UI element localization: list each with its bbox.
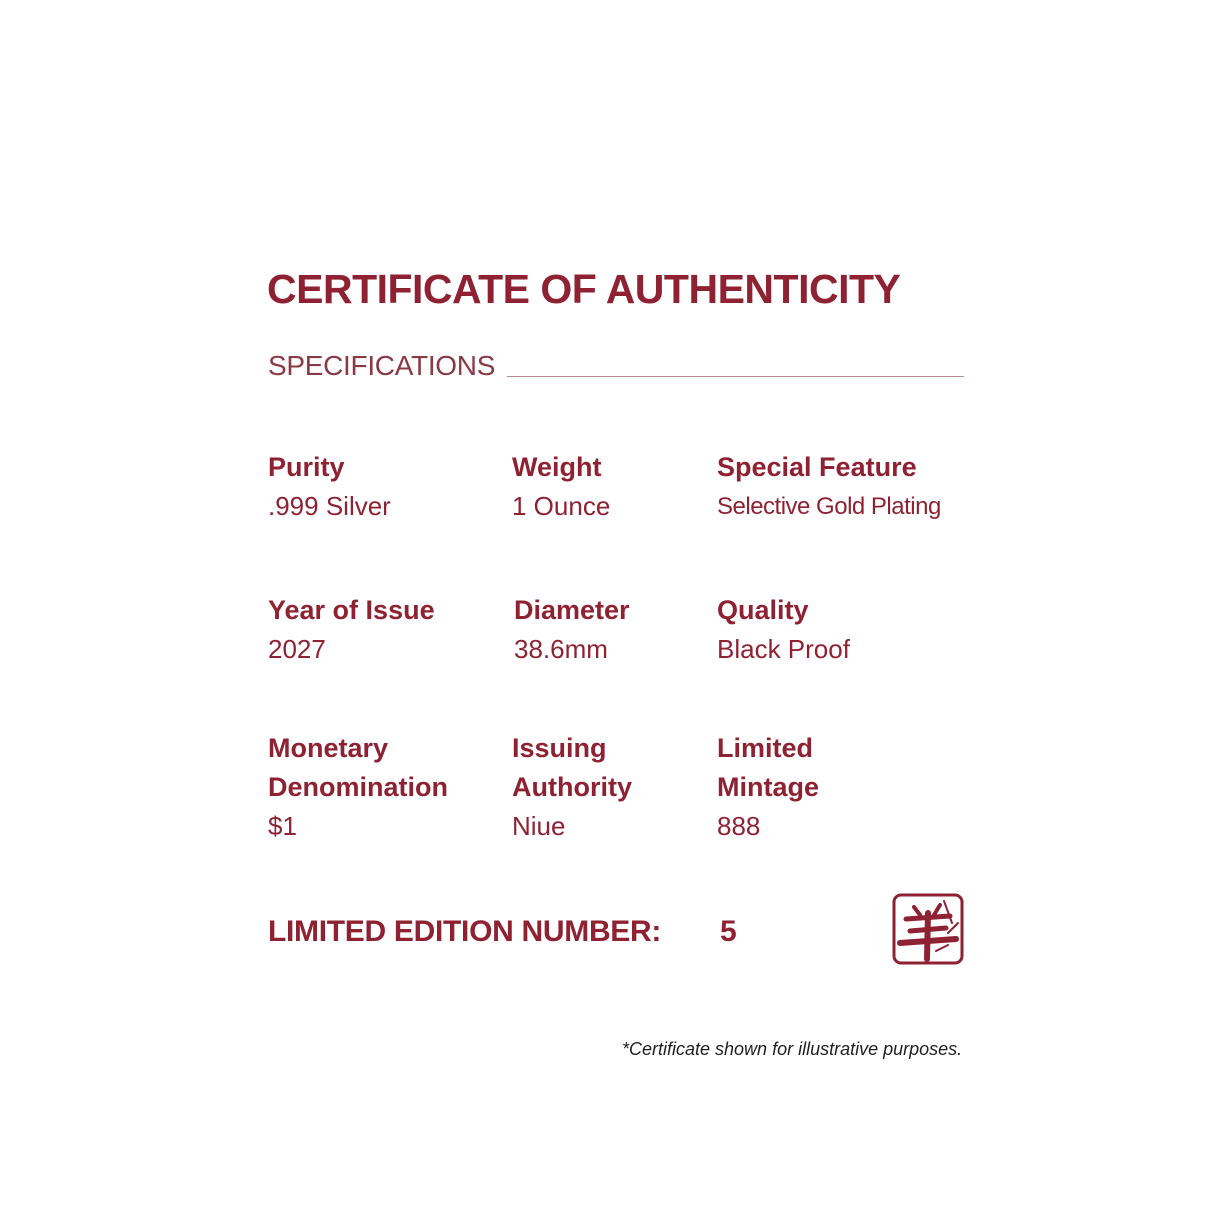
spec-value: $1 xyxy=(268,811,297,841)
spec-label: Diameter xyxy=(514,595,630,625)
seal-stamp-icon xyxy=(892,893,964,965)
specifications-heading: SPECIFICATIONS xyxy=(268,350,496,381)
spec-value: 1 Ounce xyxy=(512,491,611,521)
spec-label-line2: Mintage xyxy=(717,772,820,802)
spec-label-line1: Limited xyxy=(717,733,814,763)
spec-value: 888 xyxy=(717,811,761,841)
illustrative-footnote: *Certificate shown for illustrative purposes. xyxy=(622,1039,963,1059)
spec-value: Selective Gold Plating xyxy=(717,493,941,520)
spec-label: Quality xyxy=(717,595,809,625)
spec-weight xyxy=(512,448,732,526)
spec-diameter xyxy=(514,591,734,669)
spec-year-of-issue xyxy=(268,591,488,669)
spec-label-line1: Issuing xyxy=(512,733,607,763)
spec-label-line1: Monetary xyxy=(268,733,389,763)
spec-value: Niue xyxy=(512,811,566,841)
spec-value: 38.6mm xyxy=(514,634,608,664)
spec-label: Special Feature xyxy=(717,452,917,482)
spec-monetary-denomination xyxy=(268,729,488,846)
spec-limited-mintage xyxy=(717,729,937,846)
spec-issuing-authority xyxy=(512,729,732,846)
spec-value: .999 Silver xyxy=(268,491,391,521)
certificate-title: CERTIFICATE OF AUTHENTICITY xyxy=(267,266,901,312)
spec-purity xyxy=(268,448,488,526)
edition-label: LIMITED EDITION NUMBER: xyxy=(268,915,662,948)
spec-label: Year of Issue xyxy=(268,595,435,625)
section-divider xyxy=(507,376,964,377)
spec-special-feature xyxy=(717,448,967,526)
spec-label-line2: Denomination xyxy=(268,772,448,802)
spec-value: Black Proof xyxy=(717,634,850,664)
spec-quality xyxy=(717,591,937,669)
edition-number: 5 xyxy=(720,915,737,948)
spec-label: Purity xyxy=(268,452,345,482)
spec-label: Weight xyxy=(512,452,602,482)
spec-label-line2: Authority xyxy=(512,772,632,802)
spec-value: 2027 xyxy=(268,634,326,664)
